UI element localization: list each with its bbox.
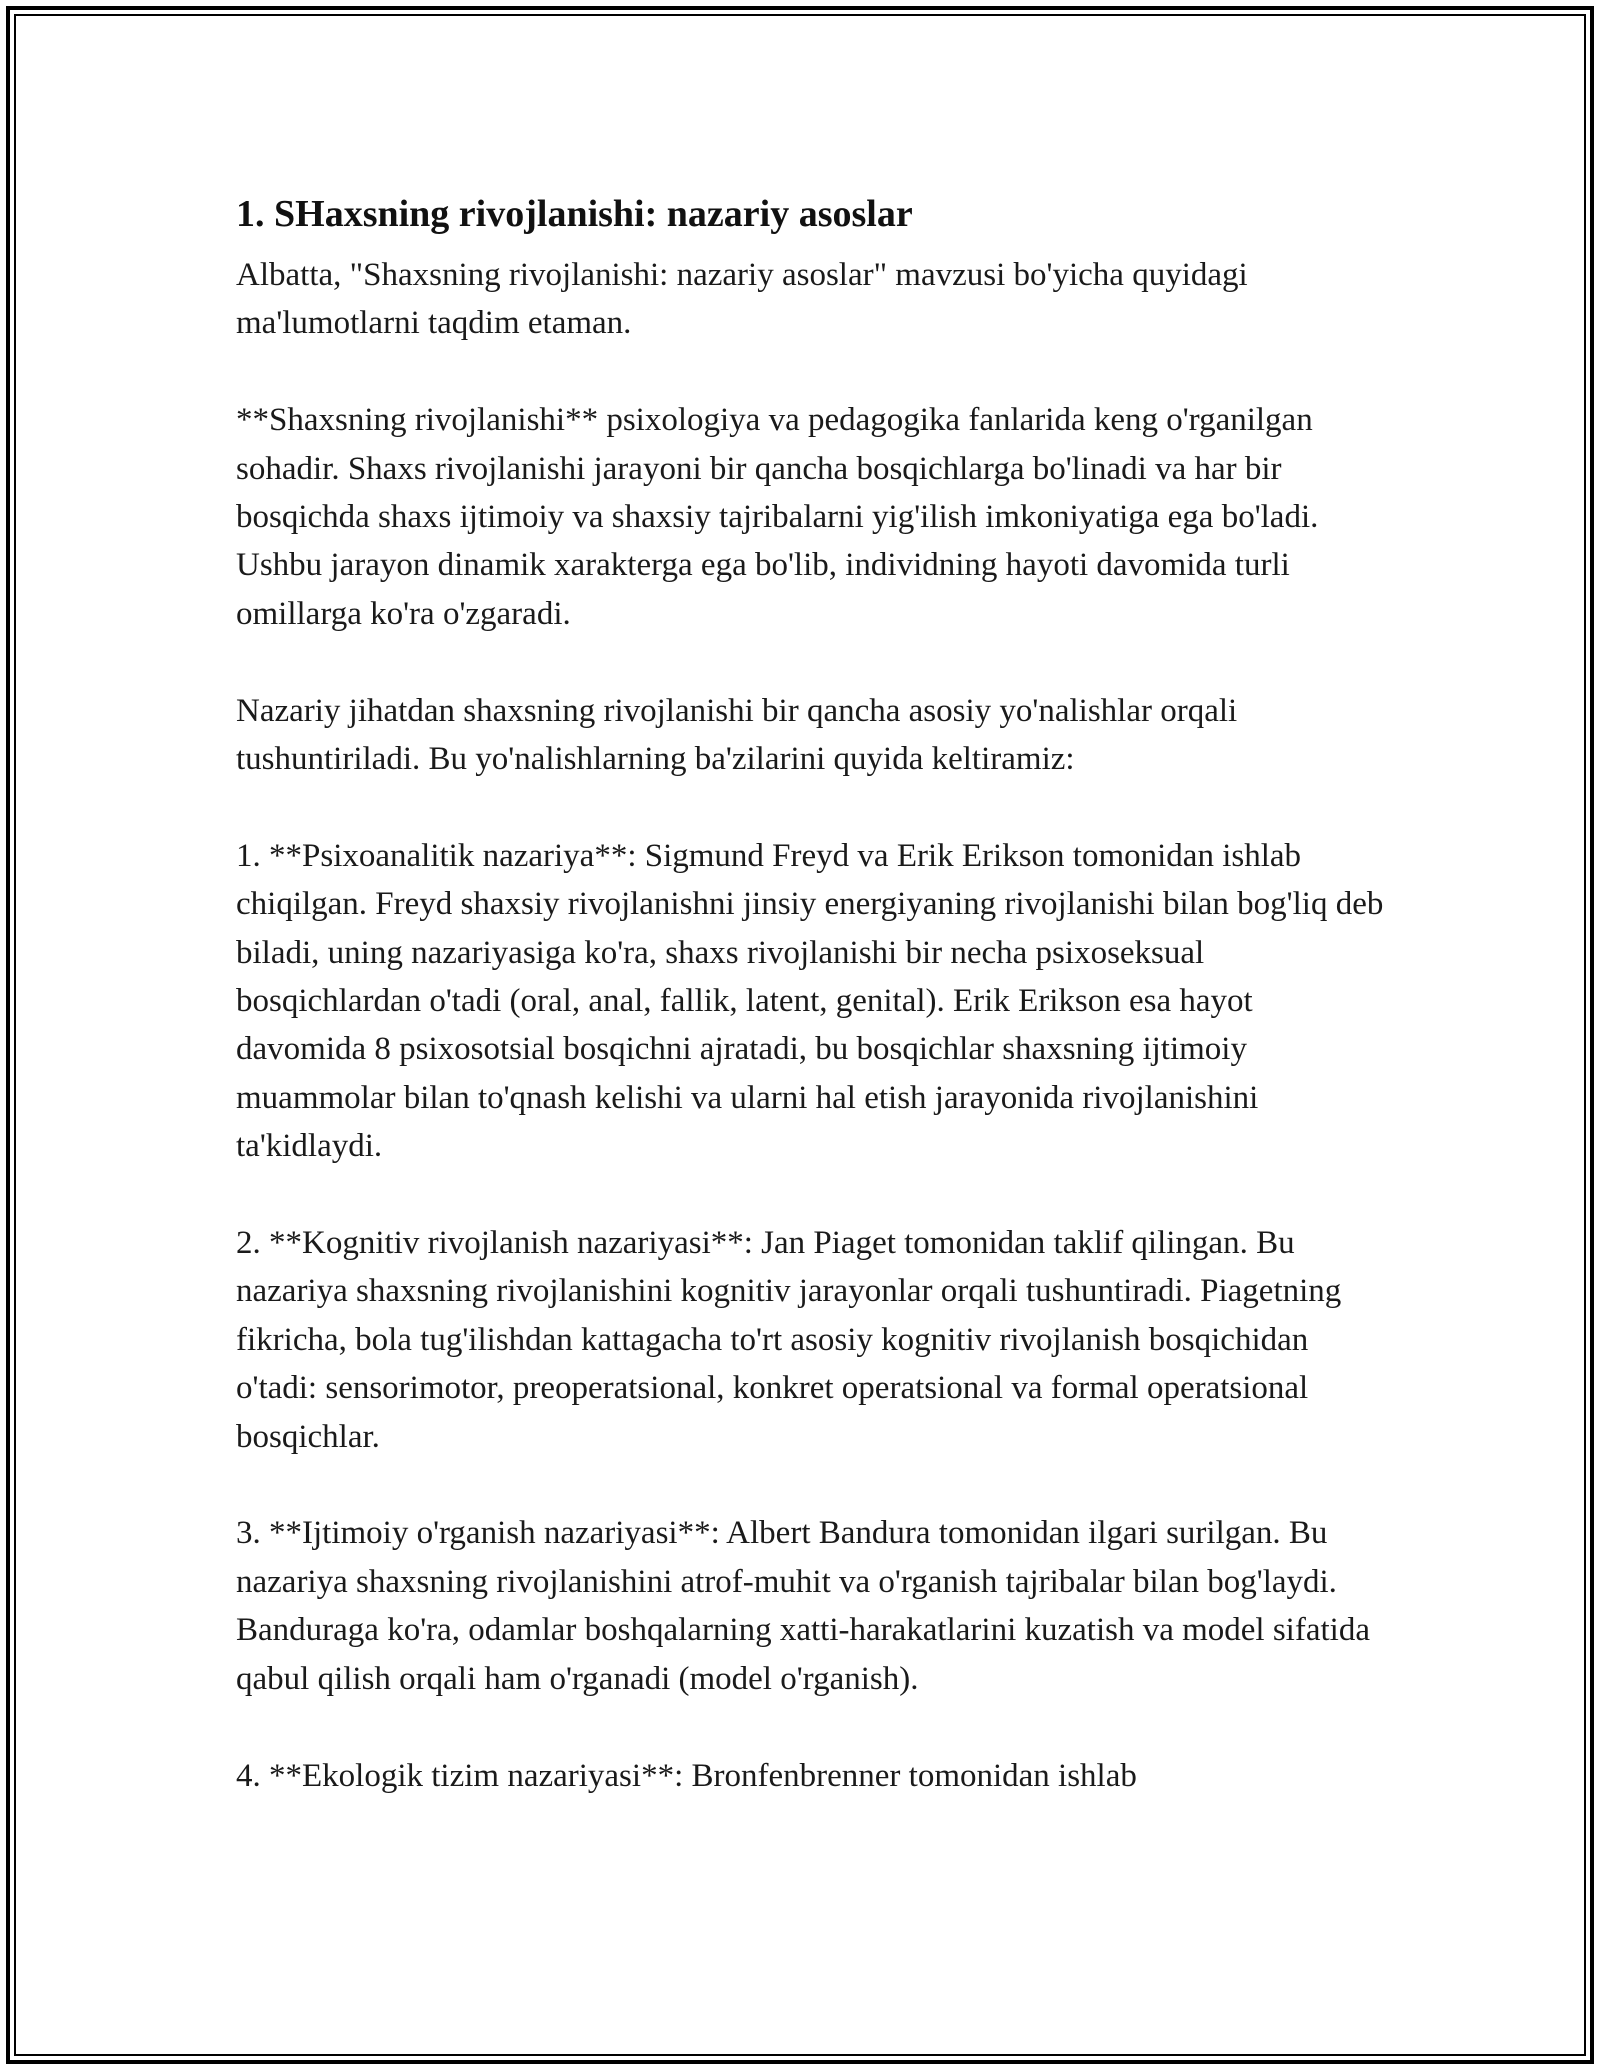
list-item-psychoanalytic: 1. **Psixoanalitik nazariya**: Sigmund Freyd va Erik Erikson tomonidan ishlab chiqilgan. Freyd shaxsiy rivojlanishni jinsiy energiyaning rivojlanishi bilan bog'liq deb biladi, uning nazariyasiga ko'ra, shaxs rivojlanishi bir necha psixoseksual bosqichlardan o'tadi (oral, anal, fallik, latent, genital). Erik Erikson esa hayot davomida 8 psixosotsial bosqichni ajratadi, bu bosqichlar shaxsning ijtimoiy muammolar bilan to'qnash kelishi va ularni hal etish jarayonida rivojlanishini ta'kidlaydi. (236, 837, 1384, 1165)
paragraph-definition: **Shaxsning rivojlanishi** psixologiya va pedagogika fanlarida keng o'rganilgan sohadir. Shaxs rivojlanishi jarayoni bir qancha bosqichlarga bo'linadi va har bir bosqichda shaxs ijtimoiy va shaxsiy tajribalarni yig'ilish imkoniyatiga ega bo'ladi. Ushbu jarayon dinamik xarakterga ega bo'lib, individning hayoti davomida turli omillarga ko'ra o'zgaradi. (236, 402, 1319, 632)
list-item-social-learning: 3. **Ijtimoiy o'rganish nazariyasi**: Albert Bandura tomonidan ilgari surilgan. Bu nazariya shaxsning rivojlanishini atrof-muhit va o'rganish tajribalar bilan bog'laydi. Banduraga ko'ra, odamlar boshqalarning xatti-harakatlarini kuzatish va model sifatida qabul qilish orqali ham o'rganadi (model o'rganish). (236, 1515, 1370, 1697)
paragraph-intro: Albatta, "Shaxsning rivojlanishi: nazariy asoslar" mavzusi bo'yicha quyidagi ma'lumotlarni taqdim etaman. (236, 257, 1248, 342)
document-body (236, 185, 1386, 1800)
paragraph-directions: Nazariy jihatdan shaxsning rivojlanishi bir qancha asosiy yo'nalishlar orqali tushuntiriladi. Bu yo'nalishlarning ba'zilarini quyida keltiramiz: (236, 692, 1238, 778)
list-item-ecological: 4. **Ekologik tizim nazariyasi**: Bronfenbrenner tomonidan ishlab (236, 1757, 1137, 1794)
list-item-cognitive: 2. **Kognitiv rivojlanish nazariyasi**: Jan Piaget tomonidan taklif qilingan. Bu nazariya shaxsning rivojlanishini kognitiv jarayonlar orqali tushuntiradi. Piagetning fikricha, bola tug'ilishdan kattagacha to'rt asosiy kognitiv rivojlanish bosqichidan o'tadi: sensorimotor, preoperatsional, konkret operatsional va formal operatsional bosqichlar. (236, 1225, 1342, 1455)
document-title: 1. SHaxsning rivojlanishi: nazariy asoslar (236, 193, 913, 235)
